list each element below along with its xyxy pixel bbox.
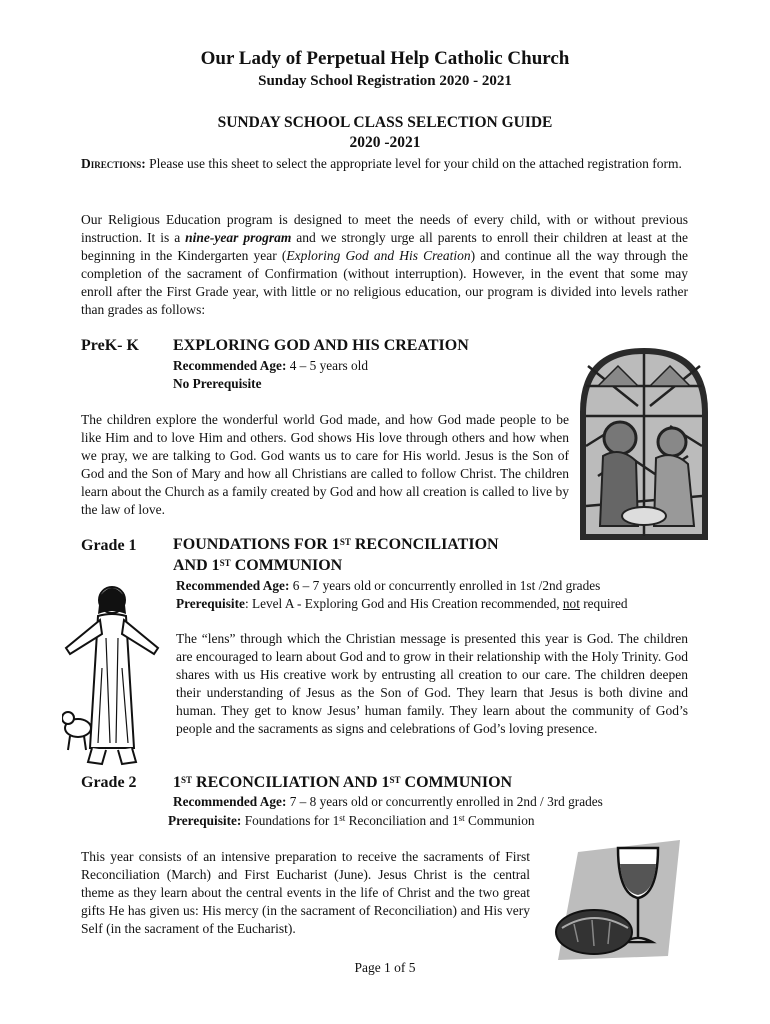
intro-text-1: Our Religious Education program is designed to meet the needs of every child, with or without previous instruction. It is a xyxy=(81,212,688,245)
grade1-prereq-value: : Level A - Exploring God and His Creation recommended, xyxy=(244,596,563,611)
level-grade-1: Grade 1 xyxy=(81,537,137,554)
grade2-prereq-label: Prerequisite: xyxy=(168,813,242,828)
grade2-age xyxy=(173,793,603,811)
grade2-age-label: Recommended Age: xyxy=(173,794,287,809)
prek-body: The children explore the wonderful world God made, and how God made people to be like Him and to love Him and others. God shows His love through others and how when we pray, we are talking to God. God wants us to care for His world. Jesus is the Son of God and the Son of Mary and how all Christians are called to follow Christ. The children learn about the Church as a family created by God and how all creation is called to live by the law of love. xyxy=(81,412,569,517)
grade1-prereq xyxy=(176,595,628,613)
grade2-age-value: 7 – 8 years old or concurrently enrolled in 2nd / 3rd grades xyxy=(286,794,603,809)
grade2-heading xyxy=(173,773,512,793)
grade1-h2b: COMMUNION xyxy=(230,557,343,574)
prek-age-value: 4 – 5 years old xyxy=(286,358,368,373)
church-title: Our Lady of Perpetual Help Catholic Church xyxy=(200,48,570,69)
jesus-figure-image xyxy=(62,578,162,768)
prek-prereq: No Prerequisite xyxy=(173,376,262,391)
grade1-h1b: RECONCILIATION xyxy=(350,536,499,553)
prek-age-label: Recommended Age: xyxy=(173,358,287,373)
grade1-heading-line2 xyxy=(173,556,342,576)
nativity-stained-glass-image xyxy=(578,346,710,542)
grade1-h2-sup: ST xyxy=(219,558,231,568)
prek-age xyxy=(173,357,368,375)
grade2-h-sup2: ST xyxy=(389,775,401,785)
level-prek: PreK- K xyxy=(81,337,139,354)
grade1-body: The “lens” through which the Christian message is presented this year is God. The children are encouraged to learn about God and to grow in their relationship with the Holy Trinity. God shares with us His creative work by entrusting all creation to our care. The children deepen their understanding of Jesus as the Son of God. They learn that Jesus is both divine and human. They get to know Jesus’ human family. They learn about the community of God’s people and the sacraments as signs and celebrations of God’s loving presence. xyxy=(176,631,688,736)
grade2-prereq xyxy=(168,812,535,830)
grade1-prereq-end: required xyxy=(579,596,628,611)
prek-heading: EXPLORING GOD AND HIS CREATION xyxy=(173,337,469,354)
grade1-age xyxy=(176,577,600,595)
registration-subtitle: Sunday School Registration 2020 - 2021 xyxy=(258,73,512,89)
intro-italic: Exploring God and His Creation xyxy=(286,248,471,263)
directions xyxy=(81,155,693,173)
directions-text: Please use this sheet to select the appropriate level for your child on the attached registration form. xyxy=(145,156,682,171)
grade2-prereq-b: Reconciliation and 1 xyxy=(345,813,459,828)
grade1-h1-sup: ST xyxy=(339,537,351,547)
grade2-prereq-sup1: st xyxy=(339,813,346,823)
grade2-prereq-sup2: st xyxy=(458,813,465,823)
directions-label: Directions: xyxy=(81,156,146,171)
grade1-h2a: AND 1 xyxy=(173,557,220,574)
page-number: Page 1 of 5 xyxy=(354,960,416,975)
grade1-age-value: 6 – 7 years old or concurrently enrolled in 1st /2nd grades xyxy=(289,578,601,593)
grade1-heading-line1 xyxy=(173,535,499,555)
grade2-h-sup1: ST xyxy=(181,775,193,785)
grade2-hb: RECONCILIATION AND 1 xyxy=(192,774,390,791)
grade1-prereq-not: not xyxy=(562,596,580,611)
grade1-h1a: FOUNDATIONS FOR 1 xyxy=(173,536,340,553)
intro-paragraph xyxy=(81,211,688,319)
intro-text-2: and we strongly urge all parents to enroll their children at least at the beginning in the Kindergarten year ( xyxy=(81,230,688,263)
grade2-ha: 1 xyxy=(173,774,181,791)
grade1-prereq-label: Prerequisite xyxy=(176,596,245,611)
intro-text-3: ) and continue all the way through the completion of the sacrament of Confirmation (without interruption). However, in the event that some may enroll after the First Grade year, with little or no religious education, our program is divided into levels rather than grades as follows: xyxy=(81,248,689,317)
guide-years: 2020 -2021 xyxy=(349,134,421,151)
level-grade-2: Grade 2 xyxy=(81,774,137,791)
grade2-prereq-c: Communion xyxy=(464,813,535,828)
grade2-prereq-a: Foundations for 1 xyxy=(241,813,340,828)
grade1-age-label: Recommended Age: xyxy=(176,578,290,593)
intro-bold: nine-year program xyxy=(185,230,292,245)
grade2-body: This year consists of an intensive preparation to receive the sacraments of First Reconciliation (March) and First Eucharist (June). Jesus Christ is the central theme as they learn about the central events in the life of Christ and the two great gifts He has given us: His mercy (in the sacrament of Reconciliation) and His very Self (in the sacrament of the Eucharist). xyxy=(81,849,530,936)
grade2-hc: COMMUNION xyxy=(400,774,513,791)
communion-bread-wine-image xyxy=(548,838,688,962)
guide-title: SUNDAY SCHOOL CLASS SELECTION GUIDE xyxy=(217,114,553,131)
